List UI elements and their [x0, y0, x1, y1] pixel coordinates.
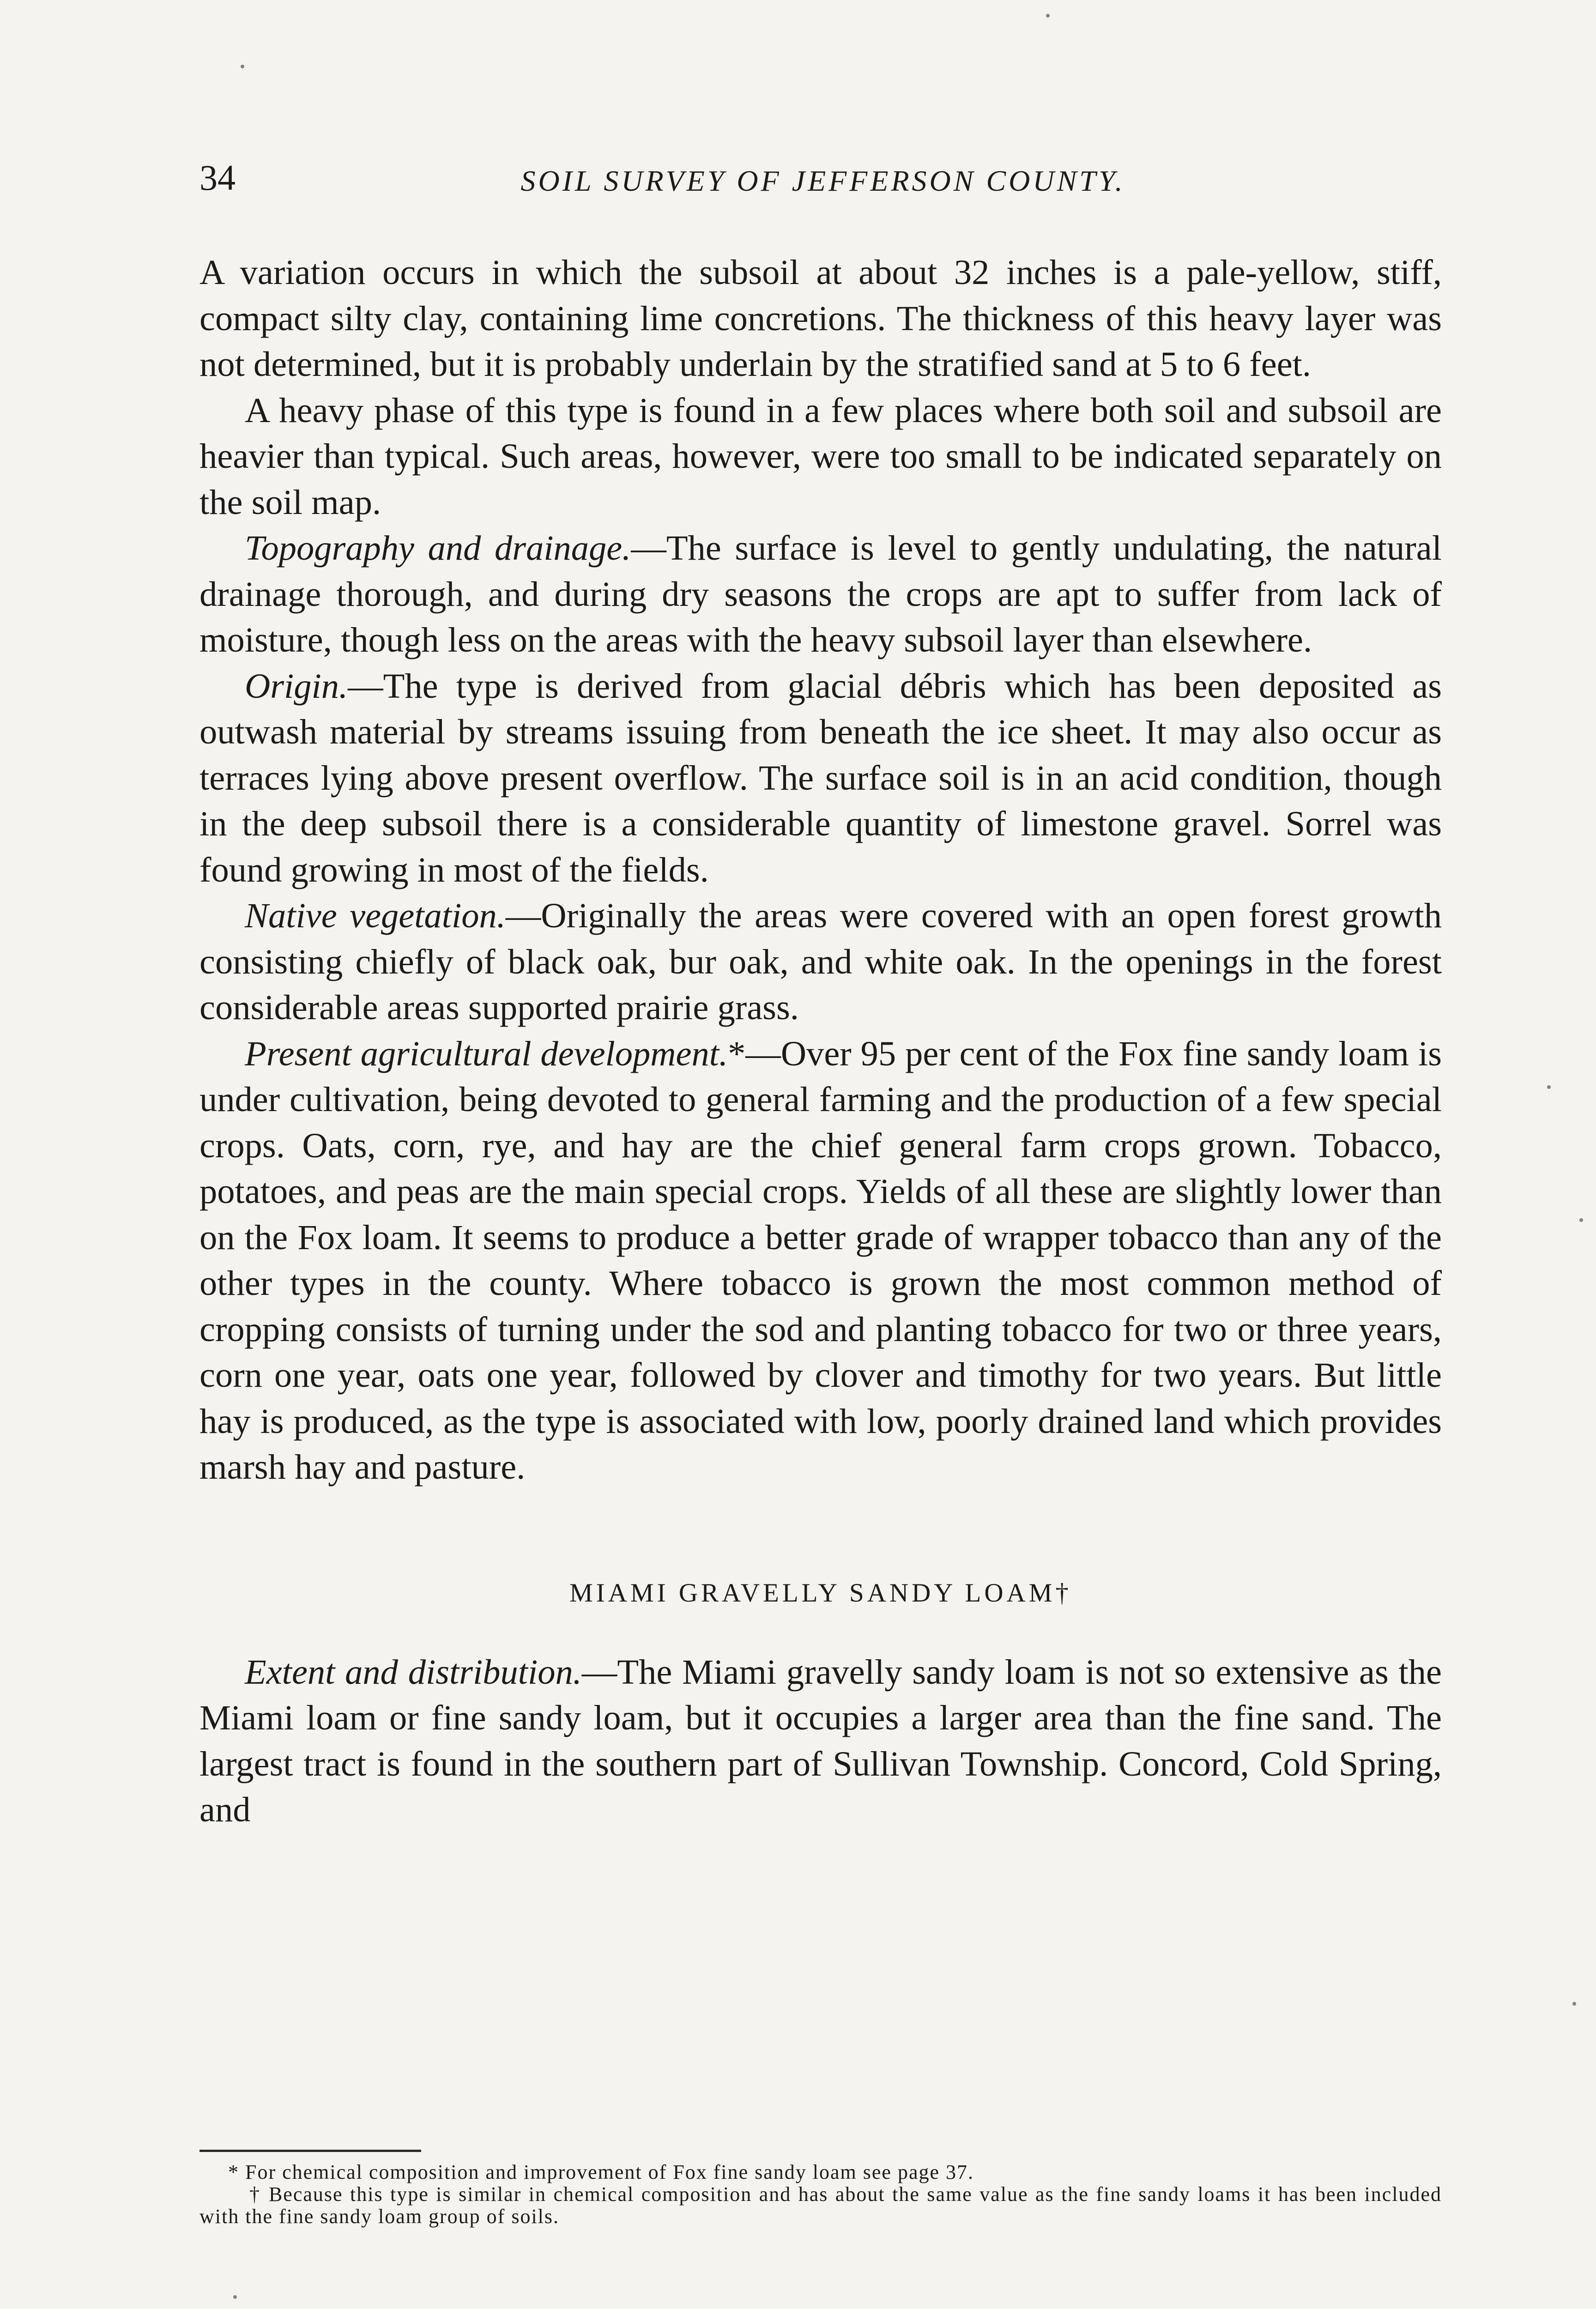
- page-speck: [1046, 14, 1050, 18]
- page-speck: [1572, 2002, 1576, 2006]
- page-number: 34: [200, 157, 236, 198]
- page-header: [200, 157, 1446, 208]
- page-speck: [1547, 1085, 1551, 1089]
- page-speck: [233, 2295, 237, 2299]
- footnote-rule: [200, 2150, 421, 2152]
- paragraph-lead: Extent and distribution.: [245, 1652, 582, 1692]
- paragraph-lead: Present agricultural development.: [245, 1034, 728, 1073]
- paragraph-extent-distribution: [200, 1649, 1442, 1833]
- running-title: SOIL SURVEY OF JEFFERSON COUNTY.: [520, 164, 1125, 197]
- paragraph-lead: Native vegetation.: [245, 896, 506, 935]
- paragraph-text: —The surface is level to gently undulating, the natural drainage thorough, and during dry seasons the crops are apt to suffer from lack of moisture, though less on the areas with the heavy subsoil layer than elsewhere.: [200, 528, 1442, 659]
- paragraph-text: —Originally the areas were covered with an open forest growth consisting chiefly of black oak, bur oak, and white oak. In the openings in the forest considerable areas supported prairie grass.: [200, 896, 1442, 1027]
- paragraph-lead: Origin.: [245, 666, 348, 706]
- paragraph-text: A heavy phase of this type is found in a few places where both soil and subsoil are heavier than typical. Such areas, however, were too small to be indicated separately on the soil map.: [200, 390, 1442, 522]
- paragraph-text: A variation occurs in which the subsoil at about 32 inches is a pale-yellow, stiff, compact silty clay, containing lime concretions. The thickness of this heavy layer was not determined, but it is probably underlain by the stratified sand at 5 to 6 feet.: [200, 253, 1442, 384]
- paragraph-agricultural-development: [200, 1031, 1442, 1490]
- page-speck: [1579, 1218, 1583, 1222]
- page-speck: [241, 65, 244, 68]
- section-heading: MIAMI GRAVELLY SANDY LOAM†: [569, 1578, 1072, 1608]
- paragraph-text: *—Over 95 per cent of the Fox fine sandy loam is under cultivation, being devoted to general farming and the production of a few special crops. Oats, corn, rye, and hay are the chief general farm crops grown. Tobacco, potatoes, and peas are the main special crops. Yields of all these are slightly lower than on the Fox loam. It seems to produce a better grade of wrapper tobacco than any of the other types in the county. Where tobacco is grown the most common method of cropping consists of turning under the sod and planting tobacco for two or three years, corn one year, oats one year, followed by clover and timothy for two years. But little hay is produced, as the type is associated with low, poorly drained land which provides marsh hay and pasture.: [200, 1034, 1442, 1487]
- body-text: [200, 249, 1442, 1833]
- paragraph-text: —The Miami gravelly sandy loam is not so extensive as the Miami loam or fine sandy loam, but it occupies a larger area than the fine sand. The largest tract is found in the southern part of Sullivan Township. Concord, Cold Spring, and: [200, 1652, 1442, 1829]
- paragraph-variation: [200, 249, 1442, 387]
- footnote-asterisk: * For chemical composition and improvement of Fox fine sandy loam see page 37.: [228, 2161, 974, 2183]
- paragraph-text: —The type is derived from glacial débris which has been deposited as outwash material by streams issuing from beneath the ice sheet. It may also occur as terraces lying above present overflow. The surface soil is in an acid condition, though in the deep subsoil there is a considerable quantity of limestone gravel. Sorrel was found growing in most of the fields.: [200, 666, 1442, 889]
- paragraph-lead: Topography and drainage.: [245, 528, 631, 568]
- footnote-dagger: † Because this type is similar in chemical composition and has about the same value as the fine sandy loams it has been included with the fine sandy loam group of soils.: [200, 2183, 1442, 2228]
- paragraph-native-vegetation: [200, 893, 1442, 1031]
- paragraph-origin: [200, 663, 1442, 893]
- paragraph-heavy-phase: [200, 387, 1442, 526]
- footnotes: [200, 2161, 1442, 2228]
- paragraph-topography: [200, 525, 1442, 663]
